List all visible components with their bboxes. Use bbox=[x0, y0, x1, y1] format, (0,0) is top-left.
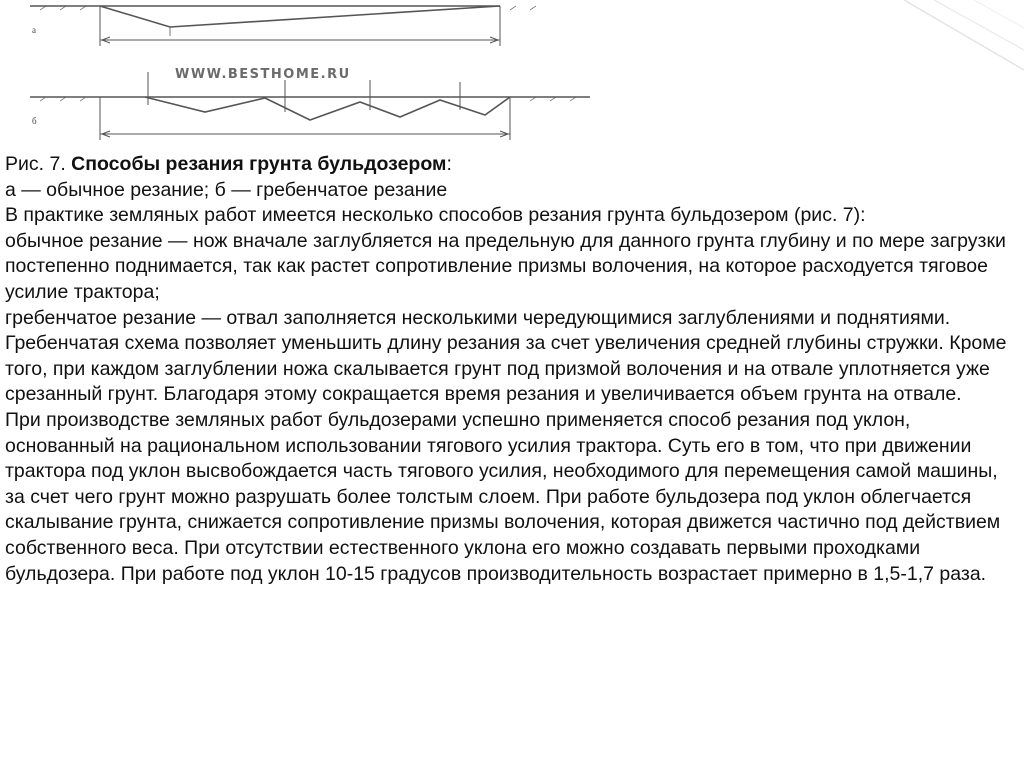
paragraph: При производстве земляных работ бульдозерами успешно применяется способ резания под уклон, основанный на рациональном использовании тягового усилия трактора. Суть его в том, что при движении трактора под уклон высвобождается часть тягового усилия, необходимого для перемещения самой машины, за счет чего грунт можно разрушать более толстым слоем. При работе бульдозера под уклон облегчается скалывание грунта, снижается сопротивление призмы волочения, которая движется частично под действием собственного веса. При отсутствии естественного уклона его можно создавать первыми проходками бульдозера. При работе под уклон 10-15 градусов производительность возрастает примерно в 1,5-1,7 раза. bbox=[5, 408, 1001, 585]
scheme-b-label: б bbox=[32, 116, 37, 126]
cutting-diagram bbox=[30, 0, 610, 148]
cutting-schemes-figure bbox=[30, 0, 610, 148]
decorative-corner-lines bbox=[894, 0, 1024, 90]
paragraph: гребенчатое резание — отвал заполняется несколькими чередующимися заглублениями и поднятиями. bbox=[5, 306, 951, 329]
caption-suffix: : bbox=[446, 153, 452, 175]
scheme-a-label: а bbox=[32, 25, 36, 35]
scheme-a bbox=[30, 6, 536, 46]
watermark: WWW.BESTHOME.RU bbox=[175, 67, 351, 82]
article-text bbox=[5, 152, 1010, 587]
caption-title: Способы резания грунта бульдозером bbox=[71, 153, 447, 175]
scheme-b bbox=[30, 72, 590, 140]
figure-caption bbox=[5, 152, 1010, 178]
caption-prefix: Рис. 7. bbox=[5, 153, 72, 175]
paragraph: обычное резание — нож вначале заглубляется на предельную для данного грунта глубину и по мере загрузки постепенно поднимается, так как растет сопротивление призмы волочения, на которое расходуется тяговое усилие трактора; bbox=[5, 229, 1006, 303]
paragraph: Гребенчатая схема позволяет уменьшить длину резания за счет увеличения средней глубины стружки. Кроме того, при каждом заглублении ножа скалывается грунт под призмой волочения и на отвале уплотняется уже срезанный грунт. Благодаря этому сокращается время резания и увеличивается объем грунта на отвале. bbox=[5, 332, 1007, 406]
paragraph: В практике земляных работ имеется несколько способов резания грунта бульдозером (рис. 7): bbox=[5, 204, 866, 227]
paragraph: а — обычное резание; б — гребенчатое резание bbox=[5, 178, 448, 201]
